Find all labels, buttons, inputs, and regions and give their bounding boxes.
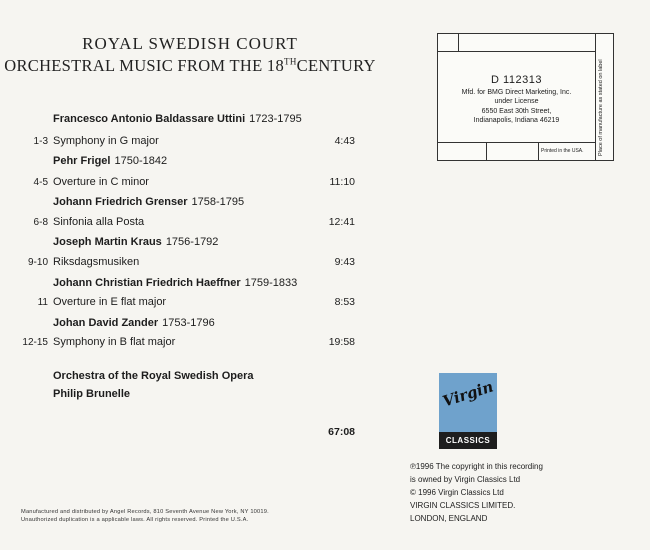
box-tick xyxy=(538,142,539,160)
composer-name: Johann Friedrich Grenser xyxy=(53,196,188,208)
footer-line: Unauthorized duplication is a applicable laws. All rights reserved. Printed the U.S.A. xyxy=(21,517,249,524)
composer-line xyxy=(53,155,167,167)
work-duration: 4:43 xyxy=(334,135,355,147)
work-duration: 12:41 xyxy=(328,216,355,228)
composer-years: 1753-1796 xyxy=(162,317,215,329)
box-rule xyxy=(438,51,595,52)
copyright-line: LONDON, ENGLAND xyxy=(410,514,488,523)
work-title: Symphony in B flat major xyxy=(53,336,176,348)
work-duration: 8:53 xyxy=(334,296,355,308)
mfd-line: under License xyxy=(494,98,539,106)
footer-line: Manufactured and distributed by Angel Records, 810 Seventh Avenue New York, NY 10019. xyxy=(21,509,269,515)
place-of-manufacture-note: Place of manufacture as stated on label xyxy=(598,59,604,156)
total-time: 67:08 xyxy=(328,426,355,438)
track-numbers: 9-10 xyxy=(27,257,48,268)
composer-years: 1756-1792 xyxy=(165,236,219,248)
composer-years: 1759-1833 xyxy=(244,277,298,289)
orchestra-name: Orchestra of the Royal Swedish Opera xyxy=(53,370,254,382)
composer-name: Pehr Frigel xyxy=(53,155,111,167)
manufacturer-label-box xyxy=(437,33,614,161)
printed-in: Printed in the USA. xyxy=(541,148,584,154)
mfd-line: Mfd. for BMG Direct Marketing, Inc. xyxy=(461,89,572,96)
box-rule xyxy=(438,142,595,143)
composer-line xyxy=(53,317,215,329)
virgin-classics-logo xyxy=(439,373,497,449)
work-title: Riksdagsmusiken xyxy=(53,256,140,268)
composer-years: 1750-1842 xyxy=(114,155,168,167)
mfd-line: Indianapolis, Indiana 46219 xyxy=(473,117,560,125)
work-duration: 19:58 xyxy=(328,336,355,348)
conductor-name: Philip Brunelle xyxy=(53,388,131,400)
title-line2-suffix: CENTURY xyxy=(296,56,376,75)
copyright-line: © 1996 Virgin Classics Ltd xyxy=(410,488,504,497)
track-numbers: 11 xyxy=(37,297,48,308)
composer-name: Joseph Martin Kraus xyxy=(53,236,162,248)
logo-classics-bar: CLASSICS xyxy=(439,432,497,449)
copyright-line: VIRGIN CLASSICS LIMITED. xyxy=(410,501,516,510)
track-numbers: 12-15 xyxy=(22,337,48,348)
work-title: Overture in C minor xyxy=(53,176,149,188)
legal-footer xyxy=(21,508,269,525)
box-tick xyxy=(458,34,459,51)
title-line2-prefix: ORCHESTRAL MUSIC FROM THE 18 xyxy=(4,56,285,75)
work-duration: 11:10 xyxy=(329,176,355,188)
logo-brand: Virgin xyxy=(440,377,496,411)
composer-line xyxy=(53,113,302,125)
work-duration: 9:43 xyxy=(334,256,355,268)
composer-years: 1758-1795 xyxy=(191,196,245,208)
composer-years: 1723-1795 xyxy=(249,113,302,125)
work-title: Symphony in G major xyxy=(53,135,159,147)
copyright-line: ℗1996 The copyright in this recording xyxy=(410,462,543,471)
page-title-line2 xyxy=(0,56,380,76)
composer-line xyxy=(53,277,297,289)
track-numbers: 1-3 xyxy=(33,136,48,147)
work-title: Sinfonia alla Posta xyxy=(53,216,145,228)
track-numbers: 4-5 xyxy=(33,177,48,188)
composer-name: Francesco Antonio Baldassare Uttini xyxy=(53,113,246,125)
composer-line xyxy=(53,196,244,208)
composer-name: Johann Christian Friedrich Haeffner xyxy=(53,277,241,289)
composer-name: Johan David Zander xyxy=(53,317,159,329)
title-line2-sup: TH xyxy=(284,56,297,67)
copyright-notice xyxy=(410,460,543,525)
manufacturer-info xyxy=(438,88,595,126)
composer-line xyxy=(53,236,218,248)
page-title-line1: ROYAL SWEDISH COURT xyxy=(82,34,298,53)
track-numbers: 6-8 xyxy=(33,217,48,228)
box-tick xyxy=(486,142,487,160)
mfd-line: 6550 East 30th Street, xyxy=(481,107,552,115)
box-divider xyxy=(595,34,596,160)
copyright-line: is owned by Virgin Classics Ltd xyxy=(410,475,521,484)
work-title: Overture in E flat major xyxy=(53,296,167,308)
catalog-number: D 112313 xyxy=(491,74,542,86)
